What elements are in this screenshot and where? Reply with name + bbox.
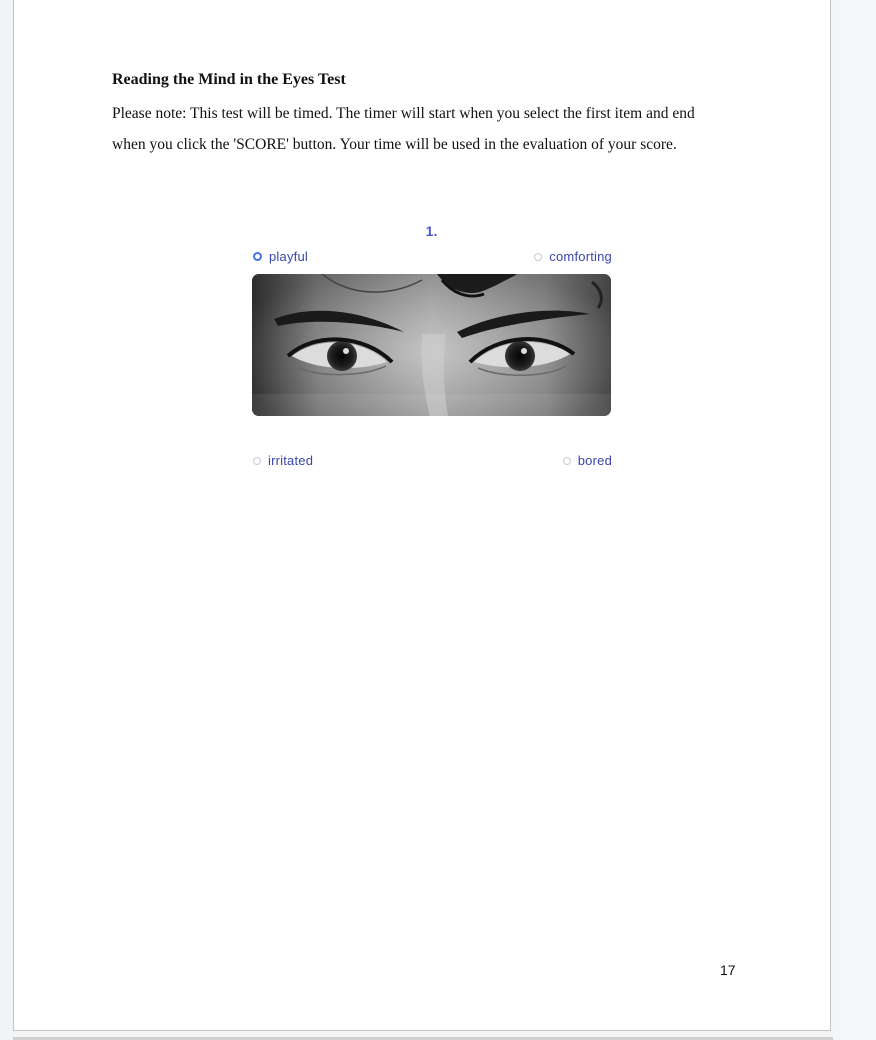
viewer-margin <box>833 0 876 1040</box>
option-label: comforting <box>549 249 612 264</box>
option-label: playful <box>269 249 308 264</box>
page-number: 17 <box>720 962 736 978</box>
eyes-photo-icon <box>252 274 611 416</box>
question-number: 1. <box>425 223 438 239</box>
document-page <box>13 0 831 1031</box>
eyes-test-item <box>251 221 612 481</box>
page-heading: Reading the Mind in the Eyes Test <box>112 71 346 88</box>
option-irritated[interactable] <box>253 453 313 468</box>
radio-icon[interactable] <box>534 253 542 261</box>
option-label: irritated <box>268 453 314 468</box>
option-bored[interactable] <box>563 453 612 468</box>
option-playful[interactable] <box>253 249 308 264</box>
instructions-paragraph: Please note: This test will be timed. The timer will start when you select the first item and end when you click the 'SCORE' button. Your time will be used in the evaluation of your score. <box>112 105 695 153</box>
option-label: bored <box>577 453 612 468</box>
radio-selected-icon[interactable] <box>253 252 262 261</box>
radio-icon[interactable] <box>253 457 261 465</box>
radio-icon[interactable] <box>563 457 571 465</box>
eyes-photo <box>252 274 611 416</box>
option-comforting[interactable] <box>534 249 612 264</box>
